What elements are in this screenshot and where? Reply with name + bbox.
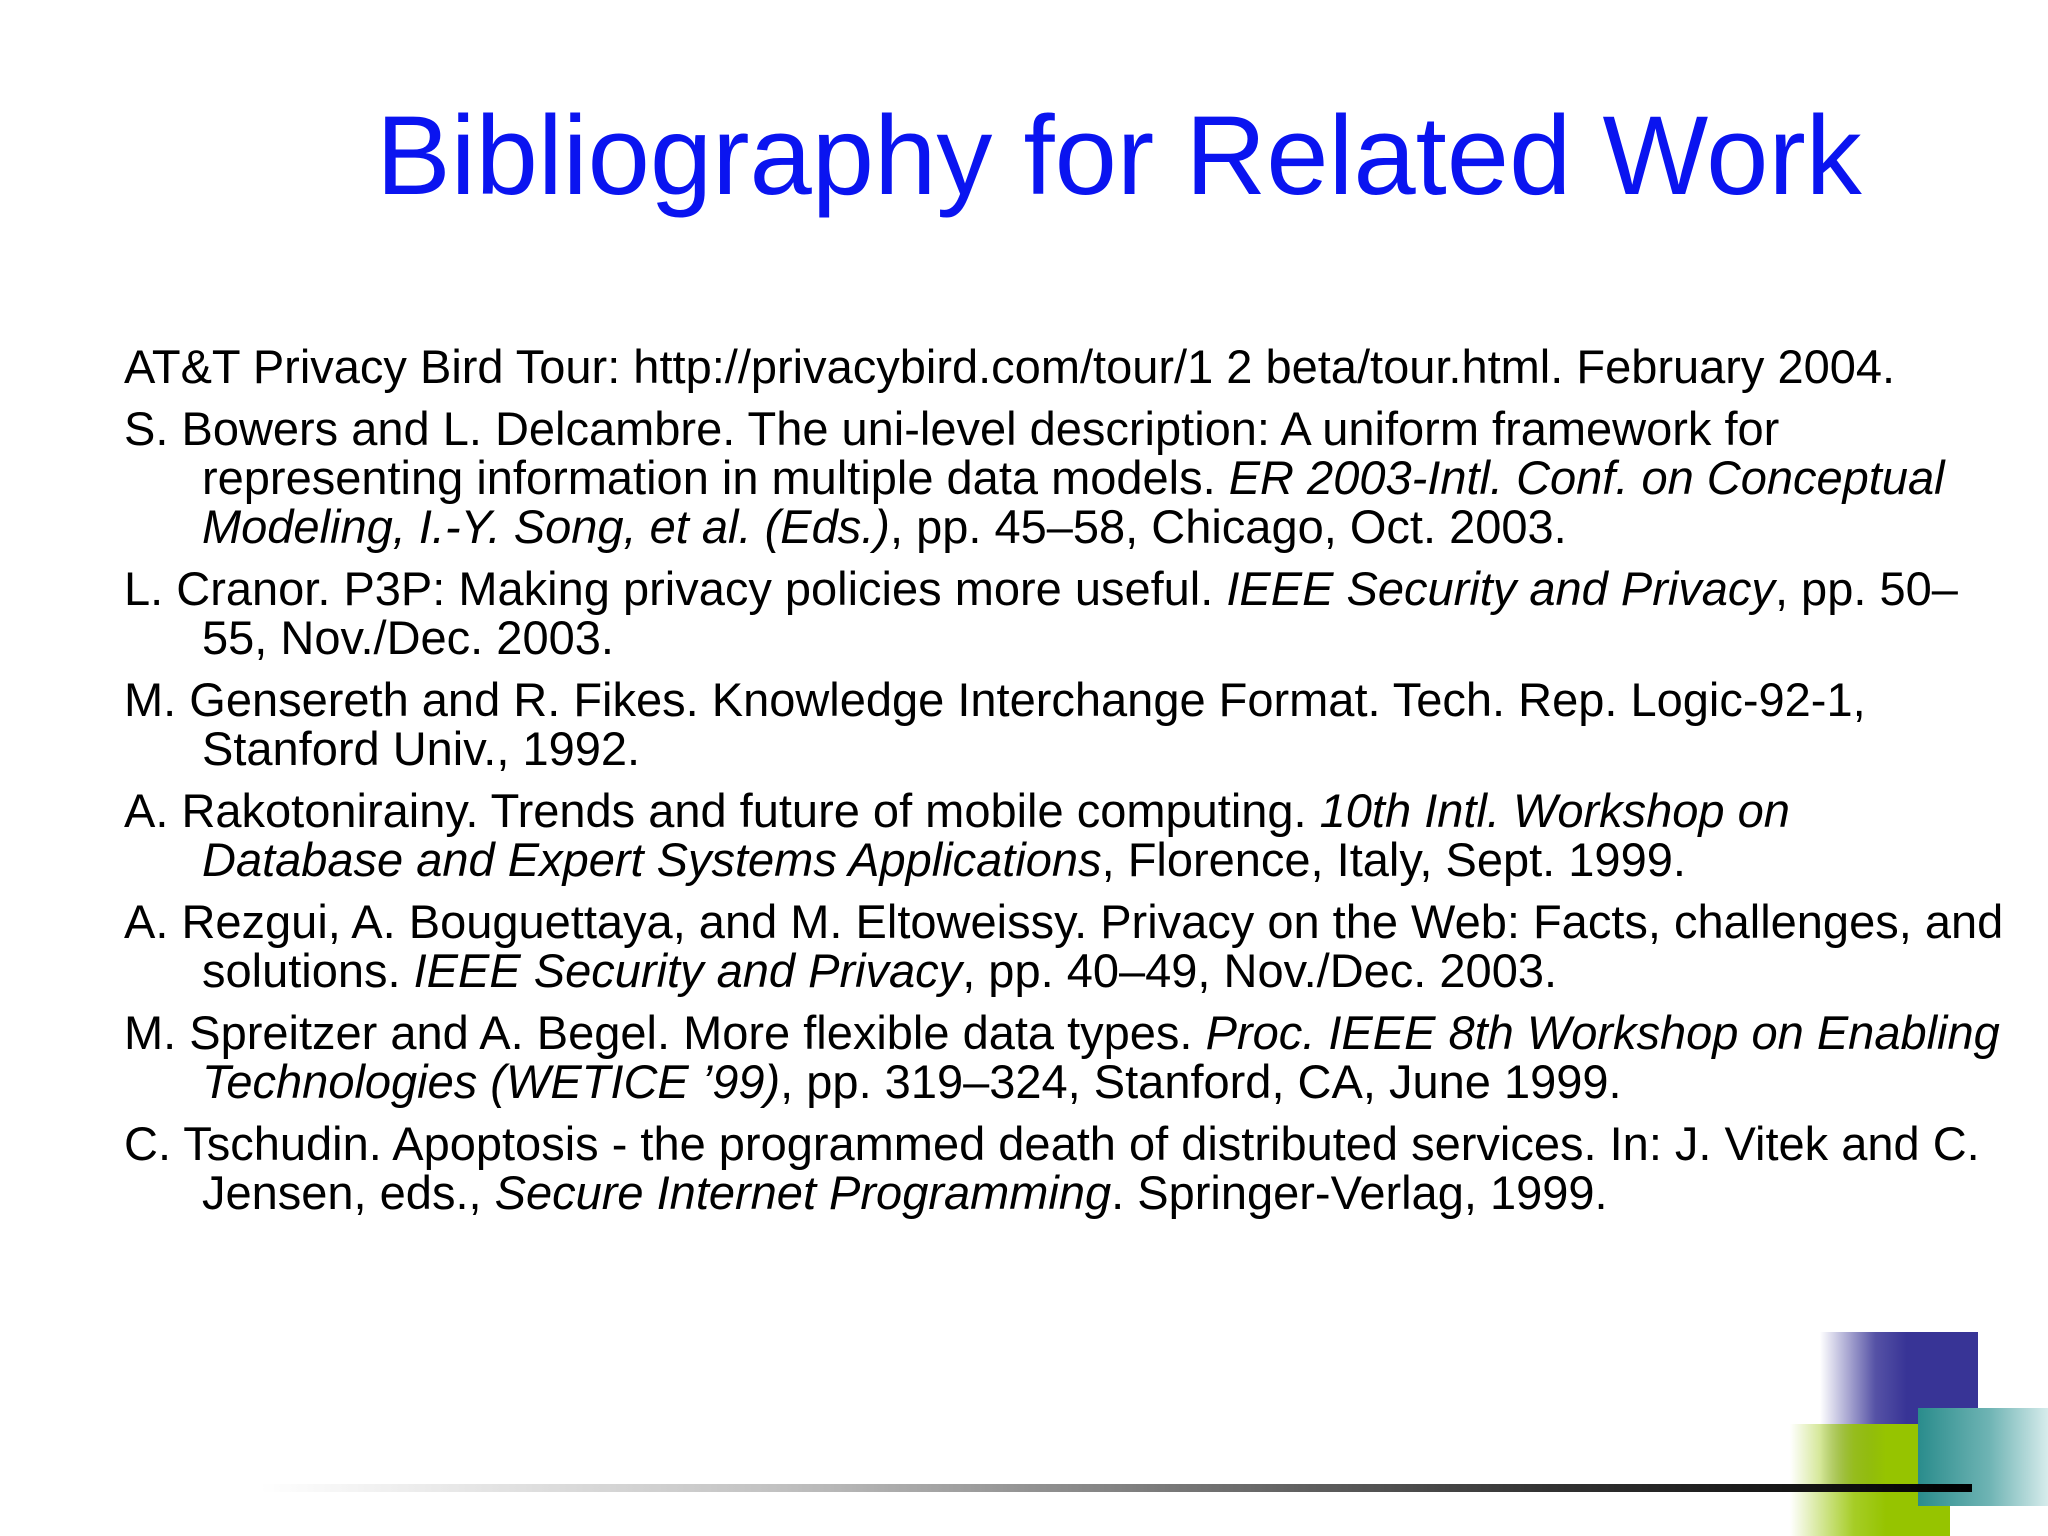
reference-item bbox=[124, 404, 2004, 551]
reference-details: , pp. 319–324, Stanford, CA, June 1999. bbox=[780, 1055, 1622, 1108]
reference-text: AT&T Privacy Bird Tour: http://privacybird.com/tour/1 2 beta/tour.html. February 2004. bbox=[124, 340, 1896, 393]
reference-item bbox=[124, 897, 2004, 995]
reference-item bbox=[124, 675, 2004, 773]
reference-item bbox=[124, 1119, 2004, 1217]
reference-venue: Secure Internet Programming bbox=[494, 1166, 1112, 1219]
reference-venue: IEEE Security and Privacy bbox=[413, 944, 963, 997]
decorative-footer-line bbox=[260, 1484, 1972, 1492]
reference-text: M. Spreitzer and A. Begel. More flexible data types. bbox=[124, 1006, 1206, 1059]
reference-text: M. Gensereth and R. Fikes. Knowledge Interchange Format. Tech. Rep. Logic-92-1, Stanford Univ., 1992. bbox=[124, 673, 1866, 775]
reference-details: , Florence, Italy, Sept. 1999. bbox=[1101, 833, 1686, 886]
reference-item bbox=[124, 564, 2004, 662]
reference-text: C. Tschudin. Apoptosis - the programmed death of distributed services. In: J. Vitek and C. Jensen, eds., bbox=[124, 1117, 1980, 1219]
reference-text: S. Bowers and L. Delcambre. The uni-level description: A uniform framework for representing information in multiple data models. bbox=[124, 402, 1780, 504]
reference-details: , pp. 40–49, Nov./Dec. 2003. bbox=[962, 944, 1558, 997]
reference-item bbox=[124, 786, 2004, 884]
reference-details: , pp. 45–58, Chicago, Oct. 2003. bbox=[889, 500, 1567, 553]
reference-item bbox=[124, 1008, 2004, 1106]
reference-venue: ER 2003-Intl. Conf. on Conceptual Modeling, I.-Y. Song, et al. (Eds.) bbox=[202, 451, 1945, 553]
reference-text: L. Cranor. P3P: Making privacy policies more useful. bbox=[124, 562, 1227, 615]
reference-list bbox=[124, 342, 2004, 1230]
reference-item bbox=[124, 342, 2004, 391]
reference-text: A. Rakotonirainy. Trends and future of mobile computing. bbox=[124, 784, 1320, 837]
reference-text: A. Rezgui, A. Bouguettaya, and M. Eltoweissy. Privacy on the Web: Facts, challenges, and solutions. bbox=[124, 895, 2004, 997]
reference-venue: Proc. IEEE 8th Workshop on Enabling Technologies (WETICE ’99) bbox=[202, 1006, 2000, 1108]
reference-details: . Springer-Verlag, 1999. bbox=[1111, 1166, 1608, 1219]
reference-details: , pp. 50–55, Nov./Dec. 2003. bbox=[202, 562, 1958, 664]
reference-venue: IEEE Security and Privacy bbox=[1226, 562, 1775, 615]
slide-title: Bibliography for Related Work bbox=[376, 93, 1862, 218]
reference-venue: 10th Intl. Workshop on Database and Expert Systems Applications bbox=[202, 784, 1790, 886]
